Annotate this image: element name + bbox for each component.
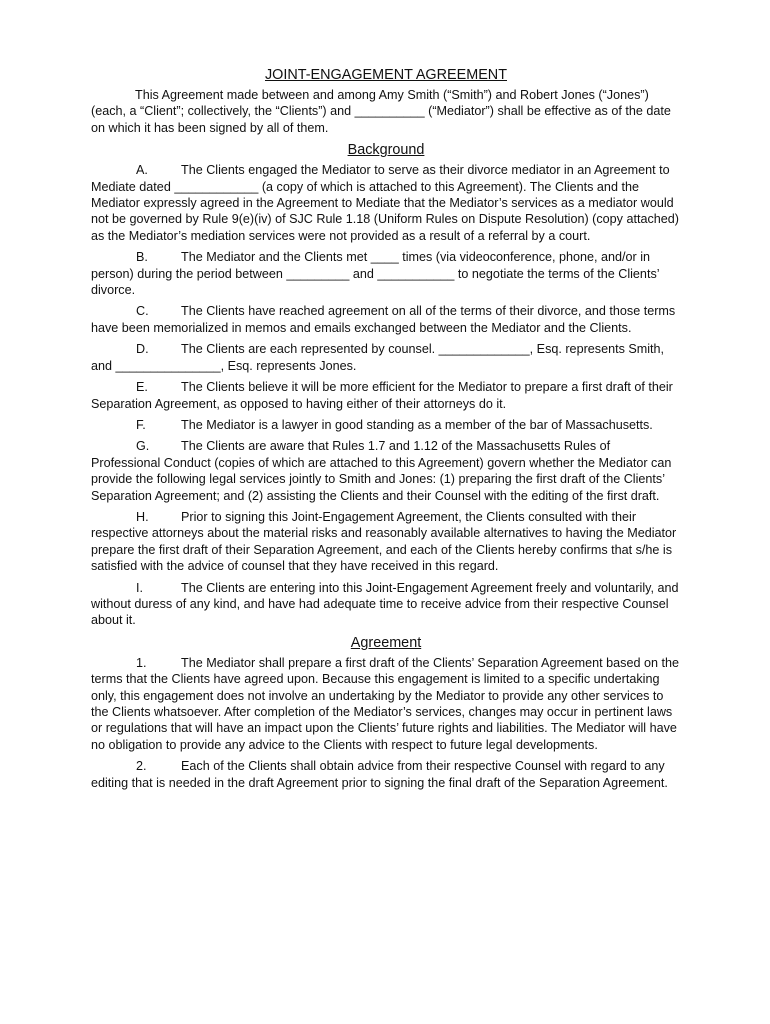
- background-paragraph-c: [91, 303, 681, 336]
- background-paragraph-i: [91, 580, 681, 629]
- paragraph-label: A.: [136, 163, 148, 178]
- paragraph-label: B.: [136, 250, 148, 265]
- paragraph-label: F.: [136, 417, 146, 432]
- background-paragraph-d: [91, 341, 681, 374]
- paragraph-label: 2.: [136, 759, 147, 774]
- paragraph-text: The Clients believe it will be more efficient for the Mediator to prepare a first draft of their Separation Agreement, as opposed to having either of their attorneys do it.: [91, 380, 673, 411]
- paragraph-text: The Clients are entering into this Joint-Engagement Agreement freely and voluntarily, and without duress of any kind, and have had adequate time to receive advice from their respective Counsel about it.: [91, 580, 679, 628]
- paragraph-text: The Clients have reached agreement on all of the terms of their divorce, and those terms have been memorialized in memos and emails exchanged between the Mediator and the Clients.: [91, 304, 676, 335]
- background-paragraph-b: [91, 249, 681, 298]
- document-page: [91, 66, 681, 796]
- paragraph-text: The Clients engaged the Mediator to serve as their divorce mediator in an Agreement to Mediate dated ____________ (a copy of which is attached to this Agreement). The Clients and the Mediator expressly agreed in the Agreement to Mediate that the Mediator’s services as a mediator would not be governed by Rule 9(e)(iv) of SJC Rule 1.18 (Uniform Rules on Dispute Resolution) (copy attached) as the Mediator’s mediation services were not provided as a result of a referral by a court.: [91, 163, 679, 243]
- agreement-paragraph-2: [91, 758, 681, 791]
- agreement-paragraph-1: [91, 655, 681, 753]
- background-paragraph-a: [91, 162, 681, 244]
- paragraph-text: Prior to signing this Joint-Engagement Agreement, the Clients consulted with their respective attorneys about the material risks and reasonably available alternatives to having the Mediator prepare the first draft of their Separation Agreement, and each of the Clients hereby confirms that s/he is satisfied with the advice of counsel that they have received in this regard.: [91, 509, 677, 574]
- background-heading: Background: [347, 142, 425, 159]
- background-paragraph-g: [91, 438, 681, 504]
- paragraph-text: The Mediator is a lawyer in good standing as a member of the bar of Massachusetts.: [181, 417, 653, 432]
- paragraph-text: Each of the Clients shall obtain advice from their respective Counsel with regard to any editing that is needed in the draft Agreement prior to signing the final draft of the Separation Agreement.: [91, 759, 668, 790]
- paragraph-text: The Clients are aware that Rules 1.7 and 1.12 of the Massachusetts Rules of Professional Conduct (copies of which are attached to this Agreement) govern whether the Mediator can provide the following legal services jointly to Smith and Jones: (1) preparing the first draft of the Clients’ Separation Agreement; and (2) assisting the Clients and their Counsel with the editing of the first draft.: [91, 439, 672, 503]
- document-title: JOINT-ENGAGEMENT AGREEMENT: [264, 67, 507, 83]
- intro-paragraph: This Agreement made between and among Amy Smith (“Smith”) and Robert Jones (“Jones”) (each, a “Client”; collectively, the “Clients”) and __________ (“Mediator”) shall be effective as of the date on which it has been signed by all of them.: [91, 88, 671, 135]
- paragraph-text: The Clients are each represented by counsel. _____________, Esq. represents Smith, and _______________, Esq. represents Jones.: [91, 342, 665, 373]
- background-paragraph-e: [91, 379, 681, 412]
- paragraph-label: C.: [136, 304, 149, 319]
- background-paragraph-f: [91, 417, 681, 433]
- paragraph-label: I.: [136, 580, 143, 595]
- paragraph-label: G.: [136, 439, 150, 454]
- paragraph-text: The Mediator and the Clients met ____ times (via videoconference, phone, and/or in person) during the period between _________ and ___________ to negotiate the terms of the Clients’ divorce.: [91, 250, 660, 298]
- paragraph-label: D.: [136, 342, 149, 357]
- paragraph-label: 1.: [136, 655, 147, 670]
- agreement-heading: Agreement: [350, 634, 422, 651]
- paragraph-text: The Mediator shall prepare a first draft of the Clients’ Separation Agreement based on the terms that the Clients have agreed upon. Because this engagement is limited to a specific undertaking only, this engagement does not involve an undertaking by the Mediator to provide any other services to the Clients whatsoever. After completion of the Mediator’s services, changes may occur in pertinent laws or regulations that will have an impact upon the Clients’ future rights and liabilities. The Mediator will have no obligation to provide any advice to the Clients with respect to future legal developments.: [91, 655, 679, 752]
- paragraph-label: H.: [136, 509, 149, 524]
- paragraph-label: E.: [136, 380, 148, 395]
- background-paragraph-h: [91, 509, 681, 575]
